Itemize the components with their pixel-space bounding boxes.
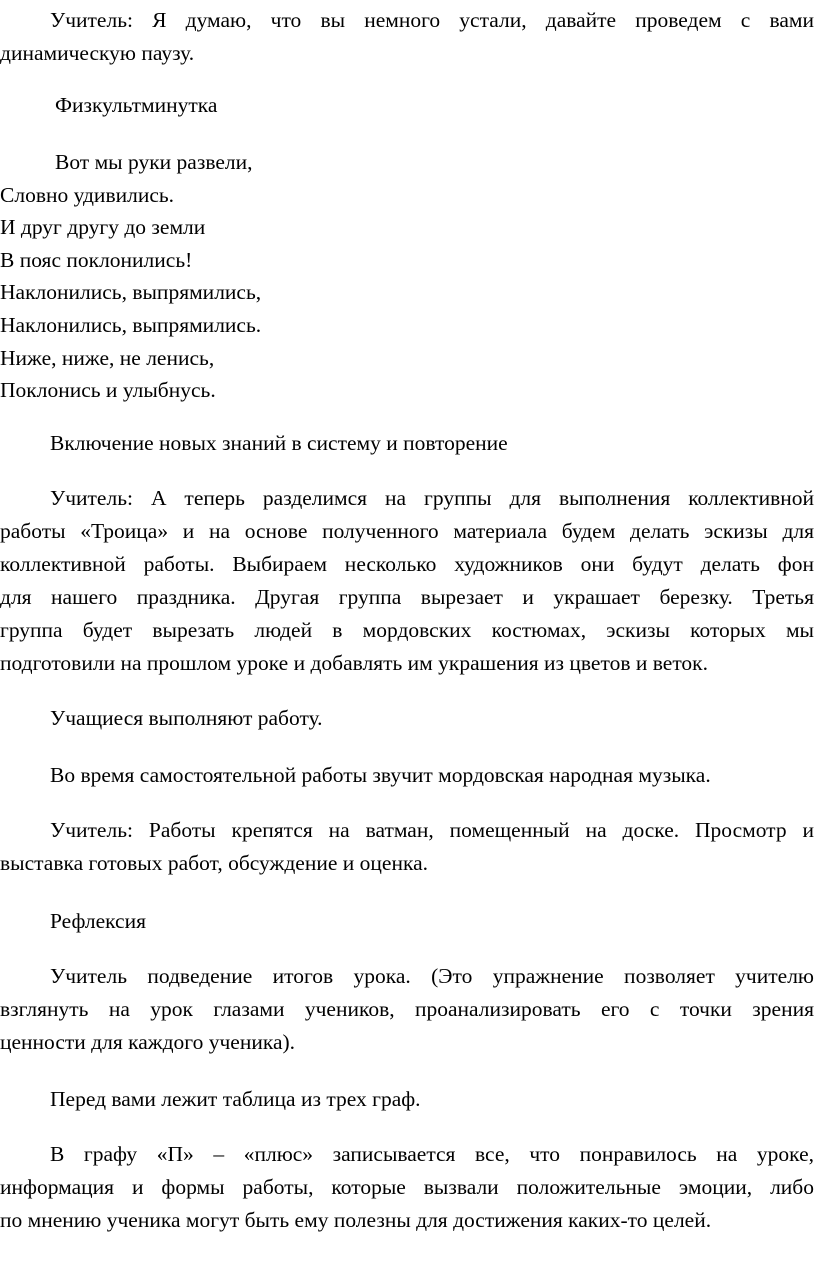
text-line: коллективной работы. Выбираем несколько художников они будут делать фон [0,552,814,576]
text-line: Поклонись и улыбнусь. [0,378,216,403]
paragraph-teacher-groups [0,482,814,680]
paragraph-plus-column [0,1138,814,1237]
text-line: ценности для каждого ученика). [0,1030,296,1054]
text-line: группа будет вырезать людей в мордовских костюмах, эскизы которых мы [0,618,814,642]
text-line: Наклонились, выпрямились. [0,312,262,337]
text-line: информация и формы работы, которые вызвали положительные эмоции, либо [0,1175,814,1199]
paragraph-music [0,759,814,792]
text-line: Учитель подведение итогов урока. (Это упражнение позволяет учителю [50,964,814,988]
text-line: В пояс поклонились! [0,247,193,272]
paragraph-teacher-display [0,814,814,880]
text-line: динамическую паузу. [0,41,195,65]
text-line: Рефлексия [50,909,146,933]
paragraph-fizkult-heading [0,89,814,122]
paragraph-teacher-summary [0,960,814,1059]
text-line: Ниже, ниже, не ленись, [0,345,215,370]
text-line: Словно удивились. [0,182,175,207]
paragraph-reflection-heading [0,905,814,938]
paragraph-teacher-pause [0,4,814,70]
text-line: Учащиеся выполняют работу. [50,706,323,730]
text-line: Учитель: Я думаю, что вы немного устали, давайте проведем с вами [50,8,814,32]
text-line: Учитель: А теперь разделимся на группы для выполнения коллективной [50,486,814,510]
text-line: работы «Троица» и на основе полученного материала будем делать эскизы для [0,519,814,543]
text-line: по мнению ученика могут быть ему полезны для достижения каких-то целей. [0,1208,712,1232]
paragraph-poem [0,146,814,407]
text-line: Вот мы руки развели, [55,150,253,174]
text-line: Физкультминутка [55,93,218,117]
text-line: взглянуть на урок глазами учеников, проанализировать его с точки зрения [0,997,814,1021]
paragraph-students-work [0,702,814,735]
text-line: выставка готовых работ, обсуждение и оценка. [0,851,428,875]
text-line: для нашего праздника. Другая группа вырезает и украшает березку. Третья [0,585,814,609]
paragraph-table-intro [0,1083,814,1116]
text-line: Наклонились, выпрямились, [0,280,262,305]
text-line: Перед вами лежит таблица из трех граф. [50,1087,421,1111]
text-line: подготовили на прошлом уроке и добавлять им украшения из цветов и веток. [0,651,708,675]
text-line: Учитель: Работы крепятся на ватман, помещенный на доске. Просмотр и [50,818,814,842]
text-line: В графу «П» – «плюс» записывается все, что понравилось на уроке, [50,1142,814,1166]
text-line: Включение новых знаний в систему и повторение [50,431,508,455]
paragraph-new-knowledge-heading [0,427,814,460]
text-line: И друг другу до земли [0,215,206,240]
text-line: Во время самостоятельной работы звучит мордовская народная музыка. [50,763,711,787]
